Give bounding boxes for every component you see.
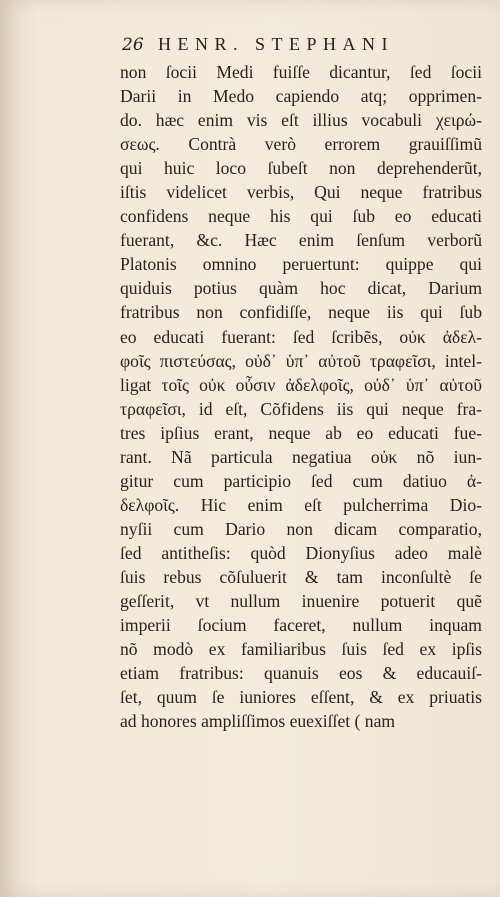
page-header (122, 34, 462, 55)
text-line: Darii in Medo capiendo atq; opprimen- (120, 86, 482, 107)
text-line: fratribus non confidiſſe, neque iis qui ſub (120, 302, 482, 323)
text-line: eo educati fuerant: ſed ſcribẽs, οὐκ ἀδελ- (120, 326, 482, 347)
text-line: rant. Nã particula negatiua οὐκ nõ iun- (120, 446, 482, 467)
text-line: ſed antitheſis: quòd Dionyſius adeo malè (120, 542, 482, 563)
text-line: σεως. Contrà verò errorem grauiſſimũ (120, 134, 482, 155)
text-line: do. hæc enim vis eſt illius vocabuli χειρώ- (120, 110, 482, 131)
text-line: non ſocii Medi fuiſſe dicantur, ſed ſocii (120, 62, 482, 82)
text-line: tres ipſius erant, neque ab eo educati fue- (120, 422, 482, 443)
text-line: geſſerit, vt nullum inuenire potuerit quẽ (120, 591, 482, 612)
text-line: ligat τοῖς οὐκ οὖσιν ἀδελφοῖς, οὐδ᾽ ὑπ᾽ αὐτοῦ (120, 374, 482, 395)
text-line: quiduis potius quàm hoc dicat, Darium (120, 278, 482, 299)
text-line: nyſii cum Dario non dicam comparatio, (120, 518, 482, 539)
text-line: etiam fratribus: quanuis eos & educauiſ- (120, 663, 482, 684)
running-title: HENR. STEPHANI (158, 34, 395, 54)
page-number: 26 (122, 35, 144, 55)
text-line: δελφοῖς. Hic enim eſt pulcherrima Dio- (120, 494, 482, 515)
text-line: confidens neque his qui ſub eo educati (120, 206, 482, 227)
text-line: gitur cum participio ſed cum datiuo ἀ- (120, 470, 482, 491)
text-line: fuerant, &c. Hæc enim ſenſum verborũ (120, 230, 482, 251)
text-line: qui huic loco ſubeſt non deprehenderũt, (120, 158, 482, 179)
text-line: ſuis rebus cõſuluerit & tam inconſultè ſe (120, 566, 482, 587)
text-line: φοῖς πιστεύσας, οὐδ᾽ ὑπ᾽ αὐτοῦ τραφεῖσι, intel- (120, 350, 482, 371)
text-line: τραφεῖσι, id eſt, Cõfidens iis qui neque fra- (120, 398, 482, 419)
text-line: nõ modò ex familiaribus ſuis ſed ex ipſis (120, 639, 482, 660)
text-line: Platonis omnino peruertunt: quippe qui (120, 254, 482, 275)
text-line: imperii ſocium faceret, nullum inquam (120, 615, 482, 636)
text-line: ſet, quum ſe iuniores eſſent, & ex priuatis (120, 687, 482, 708)
text-line: ad honores ampliſſimos euexiſſet ( nam (120, 711, 396, 732)
text-line: iſtis videlicet verbis, Qui neque fratribus (120, 182, 482, 203)
body-text (120, 60, 482, 733)
